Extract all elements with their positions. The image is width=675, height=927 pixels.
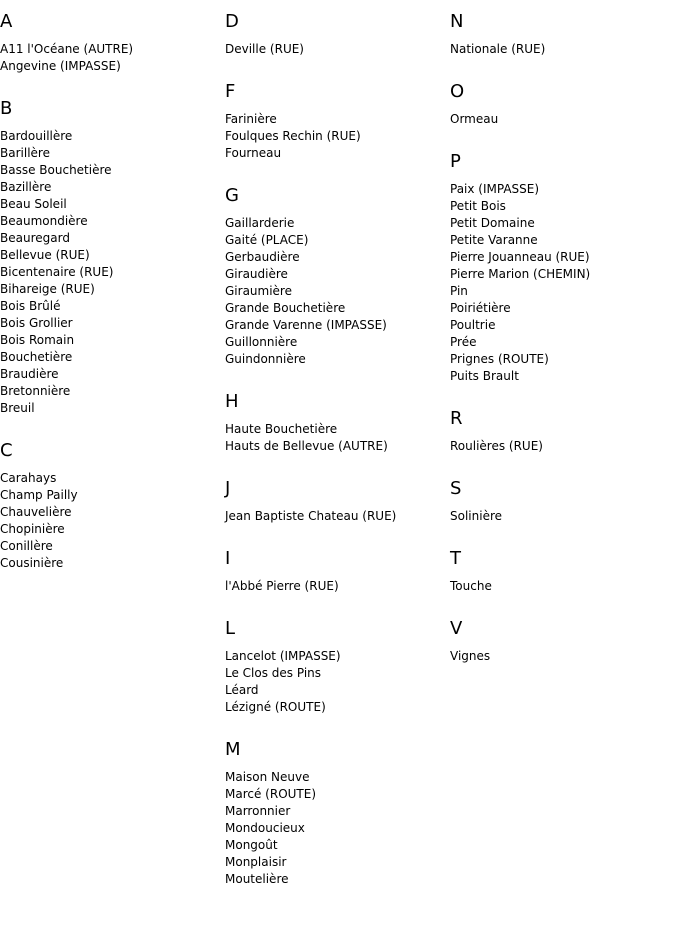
street-link[interactable]: Fourneau — [225, 146, 282, 160]
letter-heading: G — [225, 185, 239, 206]
street-link[interactable]: Gaité (PLACE) — [225, 233, 309, 247]
street-link[interactable]: Breuil — [0, 401, 35, 415]
street-link[interactable]: Poultrie — [450, 318, 496, 332]
street-link[interactable]: Pin — [450, 284, 468, 298]
letter-group — [225, 11, 445, 58]
street-link[interactable]: Marronnier — [225, 804, 291, 818]
street-link[interactable]: Grande Bouchetière — [225, 301, 346, 315]
letter-group — [450, 81, 670, 128]
street-list — [450, 181, 670, 385]
index-column-2 — [225, 11, 445, 911]
index-column-1 — [0, 11, 220, 595]
street-link[interactable]: Mongoût — [225, 838, 278, 852]
letter-heading: A — [0, 11, 13, 32]
street-link[interactable]: Farinière — [225, 112, 277, 126]
street-list — [225, 111, 445, 162]
street-link[interactable]: Bellevue (RUE) — [0, 248, 90, 262]
street-list — [450, 578, 670, 595]
street-link[interactable]: Conillère — [0, 539, 53, 553]
street-list — [0, 470, 220, 572]
street-link[interactable]: Poiriétière — [450, 301, 511, 315]
street-list — [225, 421, 445, 455]
street-link[interactable]: Guillonnière — [225, 335, 298, 349]
street-link[interactable]: Guindonnière — [225, 352, 306, 366]
street-link[interactable]: Nationale (RUE) — [450, 42, 546, 56]
street-link[interactable]: Solinière — [450, 509, 503, 523]
street-link[interactable]: Touche — [450, 579, 492, 593]
letter-heading: V — [450, 618, 463, 639]
street-link[interactable]: Deville (RUE) — [225, 42, 304, 56]
street-link[interactable]: Beau Soleil — [0, 197, 67, 211]
street-link[interactable]: Foulques Rechin (RUE) — [225, 129, 361, 143]
letter-group — [0, 11, 220, 75]
letter-heading: T — [450, 548, 461, 569]
street-list — [225, 508, 445, 525]
street-link[interactable]: Puits Brault — [450, 369, 519, 383]
street-link[interactable]: Bois Brûlé — [0, 299, 61, 313]
street-link[interactable]: Lancelot (IMPASSE) — [225, 649, 341, 663]
street-link[interactable]: Paix (IMPASSE) — [450, 182, 540, 196]
letter-heading: B — [0, 98, 13, 119]
letter-group — [0, 440, 220, 572]
street-link[interactable]: Monplaisir — [225, 855, 287, 869]
letter-heading: S — [450, 478, 462, 499]
street-link[interactable]: Lézigné (ROUTE) — [225, 700, 326, 714]
street-link[interactable]: A11 l'Océane (AUTRE) — [0, 42, 134, 56]
street-link[interactable]: Carahays — [0, 471, 57, 485]
street-link[interactable]: Giraumière — [225, 284, 292, 298]
street-link[interactable]: Maison Neuve — [225, 770, 310, 784]
street-link[interactable]: Pierre Jouanneau (RUE) — [450, 250, 590, 264]
street-list — [225, 578, 445, 595]
street-link[interactable]: Petite Varanne — [450, 233, 538, 247]
street-link[interactable]: Hauts de Bellevue (AUTRE) — [225, 439, 388, 453]
street-link[interactable]: Petit Domaine — [450, 216, 535, 230]
street-list — [225, 769, 445, 888]
street-link[interactable]: Mondoucieux — [225, 821, 305, 835]
letter-group — [450, 408, 670, 455]
letter-heading: L — [225, 618, 236, 639]
street-link[interactable]: l'Abbé Pierre (RUE) — [225, 579, 339, 593]
index-column-3 — [450, 11, 670, 688]
letter-group — [225, 478, 445, 525]
street-link[interactable]: Giraudière — [225, 267, 288, 281]
street-list — [450, 508, 670, 525]
street-link[interactable]: Braudière — [0, 367, 59, 381]
street-link[interactable]: Bois Romain — [0, 333, 75, 347]
street-link[interactable]: Chopinière — [0, 522, 65, 536]
street-link[interactable]: Bouchetière — [0, 350, 73, 364]
street-link[interactable]: Prée — [450, 335, 477, 349]
street-index — [0, 11, 675, 921]
letter-heading: O — [450, 81, 465, 102]
letter-group — [225, 391, 445, 455]
street-link[interactable]: Cousinière — [0, 556, 64, 570]
street-link[interactable]: Le Clos des Pins — [225, 666, 322, 680]
street-link[interactable]: Angevine (IMPASSE) — [0, 59, 121, 73]
street-link[interactable]: Bretonnière — [0, 384, 71, 398]
street-link[interactable]: Bicentenaire (RUE) — [0, 265, 114, 279]
letter-heading: N — [450, 11, 464, 32]
street-link[interactable]: Prignes (ROUTE) — [450, 352, 549, 366]
street-list — [450, 111, 670, 128]
street-link[interactable]: Bazillère — [0, 180, 52, 194]
street-link[interactable]: Jean Baptiste Chateau (RUE) — [225, 509, 397, 523]
street-link[interactable]: Gerbaudière — [225, 250, 300, 264]
street-link[interactable]: Marcé (ROUTE) — [225, 787, 317, 801]
letter-group — [225, 618, 445, 716]
letter-group — [225, 548, 445, 595]
street-link[interactable]: Vignes — [450, 649, 491, 663]
letter-group — [225, 81, 445, 162]
letter-heading: H — [225, 391, 239, 412]
letter-heading: J — [225, 478, 231, 499]
street-link[interactable]: Léard — [225, 683, 259, 697]
street-list — [225, 215, 445, 368]
letter-heading: M — [225, 739, 241, 760]
street-link[interactable]: Moutelière — [225, 872, 289, 886]
street-link[interactable]: Bardouillère — [0, 129, 73, 143]
letter-group — [0, 98, 220, 417]
street-list — [0, 128, 220, 417]
street-link[interactable]: Roulières (RUE) — [450, 439, 543, 453]
street-list — [0, 41, 220, 75]
street-link[interactable]: Chauvelière — [0, 505, 72, 519]
street-link[interactable]: Basse Bouchetière — [0, 163, 112, 177]
street-list — [450, 648, 670, 665]
street-link[interactable]: Barillère — [0, 146, 50, 160]
street-link[interactable]: Gaillarderie — [225, 216, 295, 230]
letter-group — [450, 151, 670, 385]
letter-group — [225, 185, 445, 368]
street-link[interactable]: Grande Varenne (IMPASSE) — [225, 318, 387, 332]
letter-heading: D — [225, 11, 239, 32]
street-link[interactable]: Champ Pailly — [0, 488, 78, 502]
street-list — [450, 438, 670, 455]
letter-heading: C — [0, 440, 13, 461]
letter-group — [450, 618, 670, 665]
letter-group — [450, 548, 670, 595]
letter-heading: R — [450, 408, 463, 429]
letter-heading: P — [450, 151, 461, 172]
street-list — [450, 41, 670, 58]
street-link[interactable]: Ormeau — [450, 112, 499, 126]
letter-group — [450, 11, 670, 58]
street-list — [225, 648, 445, 716]
street-link[interactable]: Bihareige (RUE) — [0, 282, 95, 296]
street-link[interactable]: Petit Bois — [450, 199, 506, 213]
street-link[interactable]: Beauregard — [0, 231, 70, 245]
street-link[interactable]: Pierre Marion (CHEMIN) — [450, 267, 591, 281]
street-link[interactable]: Bois Grollier — [0, 316, 73, 330]
street-link[interactable]: Haute Bouchetière — [225, 422, 338, 436]
letter-group — [450, 478, 670, 525]
letter-heading: I — [225, 548, 231, 569]
street-link[interactable]: Beaumondière — [0, 214, 88, 228]
street-list — [225, 41, 445, 58]
letter-heading: F — [225, 81, 236, 102]
letter-group — [225, 739, 445, 888]
